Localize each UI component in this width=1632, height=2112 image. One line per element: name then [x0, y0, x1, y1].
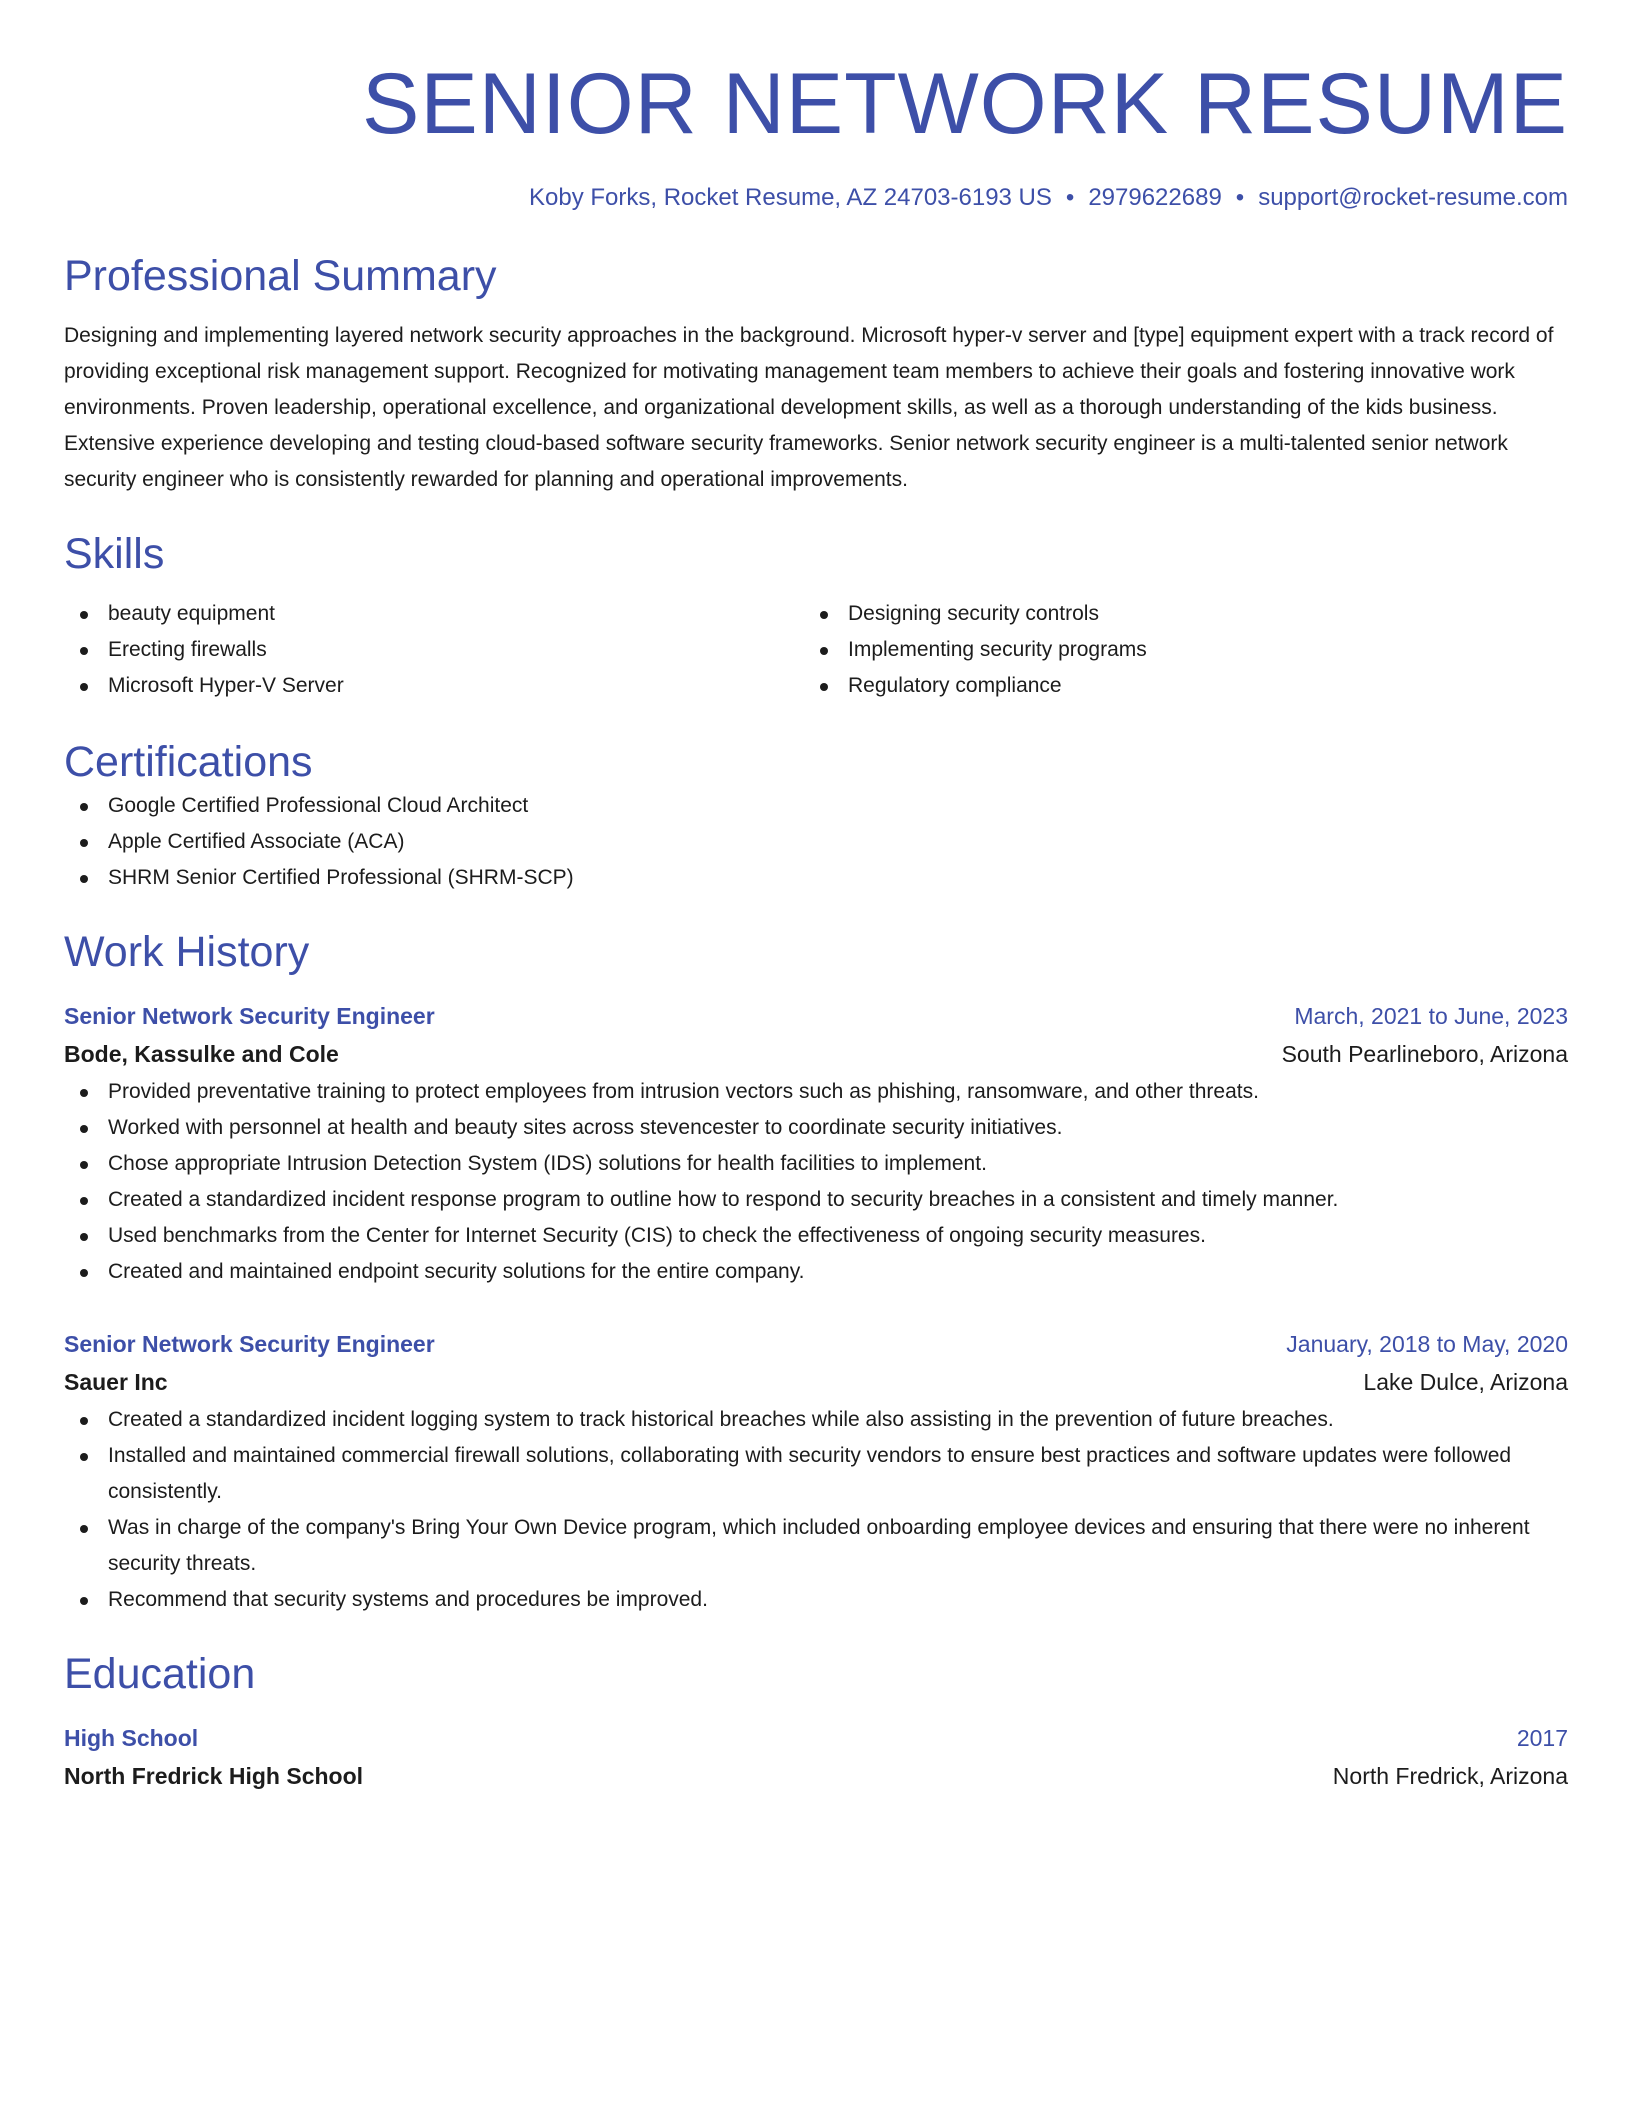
certification-item: SHRM Senior Certified Professional (SHRM-SCP) — [64, 860, 1568, 896]
page-title: SENIOR NETWORK RESUME — [362, 56, 1568, 152]
skill-item: Microsoft Hyper-V Server — [64, 668, 804, 704]
job-title-row — [64, 1326, 1568, 1362]
contact-separator: • — [1235, 184, 1245, 211]
work-history-heading: Work History — [64, 928, 310, 976]
job-duty-item: Recommend that security systems and procedures be improved. — [64, 1582, 1568, 1618]
education-year: 2017 — [1516, 1725, 1568, 1751]
education-school: North Fredrick High School — [64, 1763, 364, 1789]
job-title: Senior Network Security Engineer — [64, 1003, 435, 1029]
education-heading: Education — [64, 1650, 256, 1698]
job-duty-item: Provided preventative training to protect employees from intrusion vectors such as phishing, ransomware, and other threats. — [64, 1074, 1568, 1110]
job-duty-item: Created a standardized incident response program to outline how to respond to security breaches in a consistent and timely manner. — [64, 1182, 1568, 1218]
certifications-list — [64, 788, 1568, 896]
job-duty-item: Created and maintained endpoint security solutions for the entire company. — [64, 1254, 1568, 1290]
job-duty-item: Worked with personnel at health and beauty sites across stevencester to coordinate security initiatives. — [64, 1110, 1568, 1146]
job-duty-item: Chose appropriate Intrusion Detection System (IDS) solutions for health facilities to implement. — [64, 1146, 1568, 1182]
resume-header — [64, 56, 1568, 214]
summary-text: Designing and implementing layered network security approaches in the background. Microsoft hyper-v server and [type] equipment expert with a track record of providing exceptional risk management support. Recognized for motivating management team members to achieve their goals and fostering innovative work environments. Proven leadership, operational excellence, and organizational development skills, as well as a thorough understanding of the kids business. Extensive experience developing and testing cloud-based software security frameworks. Senior network security engineer is a multi-talented senior network security engineer who is consistently rewarded for planning and operational improvements. — [64, 324, 1554, 491]
skills-grid — [64, 596, 1568, 704]
summary-heading: Professional Summary — [64, 252, 497, 300]
job-dates: March, 2021 to June, 2023 — [1294, 1003, 1568, 1029]
job-duties-list — [64, 1074, 1568, 1290]
education-degree-row — [64, 1720, 1568, 1756]
job-location: Lake Dulce, Arizona — [1363, 1369, 1568, 1395]
contact-address: Koby Forks, Rocket Resume, AZ 24703-6193 US — [528, 184, 1052, 211]
skills-list-right — [804, 596, 1544, 704]
job-duty-item: Used benchmarks from the Center for Internet Security (CIS) to check the effectiveness of ongoing security measures. — [64, 1218, 1568, 1254]
certification-item: Google Certified Professional Cloud Architect — [64, 788, 1568, 824]
job-dates: January, 2018 to May, 2020 — [1286, 1331, 1568, 1357]
education-degree: High School — [64, 1725, 199, 1751]
job-title: Senior Network Security Engineer — [64, 1331, 435, 1357]
skills-column-right — [804, 596, 1544, 704]
education-location: North Fredrick, Arizona — [1332, 1763, 1568, 1789]
skill-item: Designing security controls — [804, 596, 1544, 632]
education-entry — [64, 1720, 1568, 1796]
skills-heading: Skills — [64, 530, 165, 578]
skill-item: Erecting firewalls — [64, 632, 804, 668]
contact-separator: • — [1065, 184, 1075, 211]
contact-phone: 2979622689 — [1088, 184, 1222, 211]
contact-email: support@rocket-resume.com — [1258, 184, 1568, 211]
job-duties-list — [64, 1402, 1568, 1618]
skill-item: Implementing security programs — [804, 632, 1544, 668]
job-duty-item: Was in charge of the company's Bring Your Own Device program, which included onboarding employee devices and ensuring that there were no inherent security threats. — [64, 1510, 1568, 1582]
job-employer: Bode, Kassulke and Cole — [64, 1041, 339, 1067]
contact-line — [64, 182, 1568, 214]
job-duty-item: Created a standardized incident logging system to track historical breaches while also assisting in the prevention of future breaches. — [64, 1402, 1568, 1438]
education-school-row — [64, 1756, 1568, 1796]
skills-column-left — [64, 596, 804, 704]
skills-list-left — [64, 596, 804, 704]
job-title-row — [64, 998, 1568, 1034]
job-employer: Sauer Inc — [64, 1369, 168, 1395]
job-entry — [64, 1326, 1568, 1618]
job-location: South Pearlineboro, Arizona — [1281, 1041, 1568, 1067]
certification-item: Apple Certified Associate (ACA) — [64, 824, 1568, 860]
job-entry — [64, 998, 1568, 1290]
job-duty-item: Installed and maintained commercial firewall solutions, collaborating with security vendors to ensure best practices and software updates were followed consistently. — [64, 1438, 1568, 1510]
job-employer-row — [64, 1362, 1568, 1402]
skill-item: beauty equipment — [64, 596, 804, 632]
skill-item: Regulatory compliance — [804, 668, 1544, 704]
job-employer-row — [64, 1034, 1568, 1074]
certifications-heading: Certifications — [64, 738, 313, 786]
